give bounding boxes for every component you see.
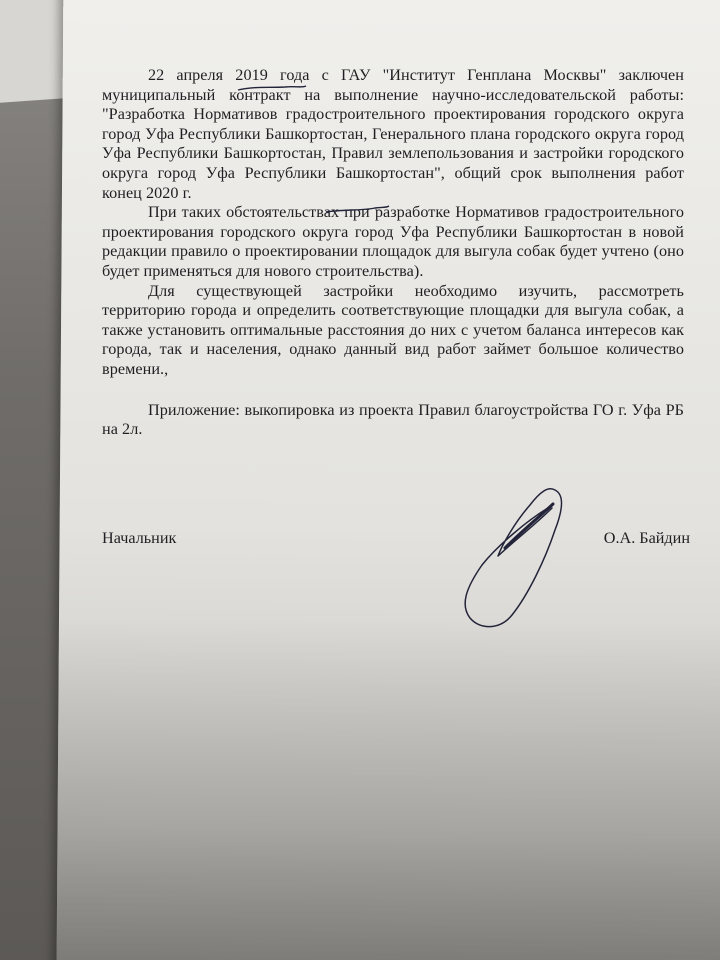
- paragraph-contract: 22 апреля 2019 года с ГАУ "Институт Генплана Москвы" заключен муниципальный контракт на выполнение научно-исследовательской работы: "Разработка Нормативов градостроительного проектирования городского округа город Уфа Республики Башкортостан, Генерального плана городского округа город Уфа Республики Башкортостан, Правил землепользования и застройки городского округа город Уфа Республики Башкортостан", общий срок выполнения работ конец 2020 г.: [102, 66, 684, 202]
- appendix-line: Приложение: выкопировка из проекта Правил благоустройства ГО г. Уфа РБ на 2л.: [102, 400, 684, 439]
- letter-body: [102, 66, 684, 440]
- paragraph-circumstances: При таких обстоятельствах при разработке Нормативов градостроительного проектирования городского округа город Уфа Республики Башкортостан в новой редакции правило о проектировании площадок для выгула собак будет учтено (оно будет применяться для нового строительства).: [102, 203, 684, 280]
- paragraph-existing-buildings: Для существующей застройки необходимо изучить, рассмотреть территорию города и определить соответствующие площадки для выгула собак, а также установить оптимальные расстояния до них с учетом баланса интересов как города, так и населения, однако данный вид работ займет большое количество времени.,: [102, 281, 684, 378]
- signatory-name: О.А. Байдин: [603, 529, 690, 547]
- signatory-title: Начальник: [102, 529, 177, 547]
- shadow-overlay: [56, 618, 720, 960]
